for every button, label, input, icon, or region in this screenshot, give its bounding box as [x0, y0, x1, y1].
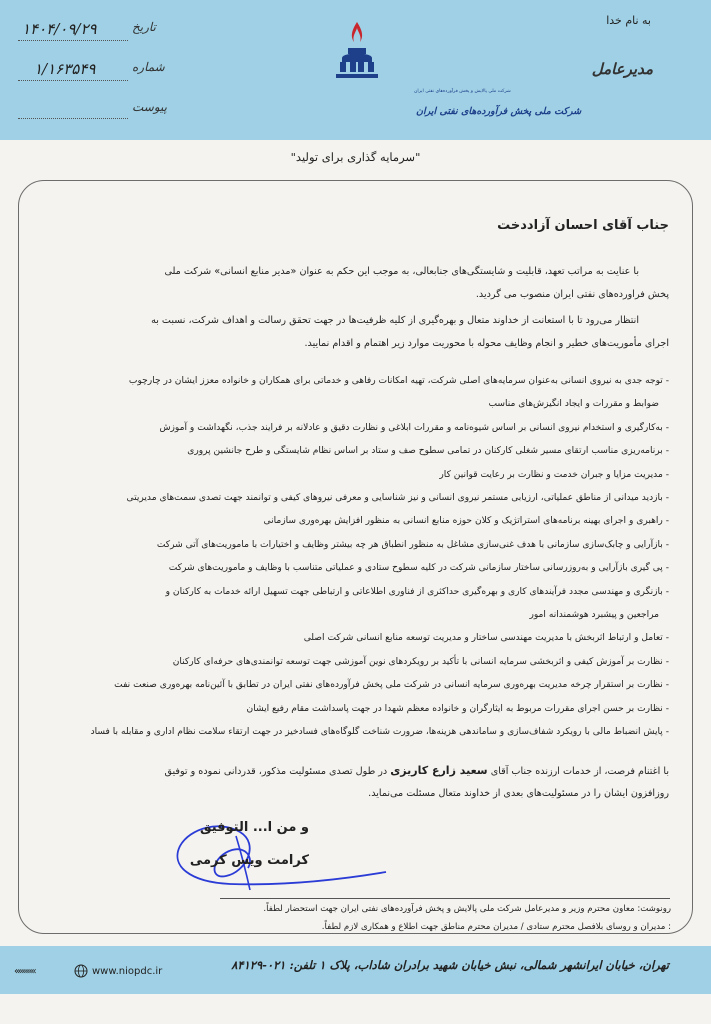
list-item: - توجه جدی به نیروی انسانی به‌عنوان سرمایه‌های اصلی شرکت، تهیه امکانات رفاهی و خدماتی برای همکاران و خانواده معزز ایشان در چارچوب [128, 376, 669, 386]
date-dotted-line [18, 40, 128, 41]
closing-line-1 [39, 760, 669, 783]
paragraph-2-line-1: انتظار می‌رود تا با استعانت از خداوند متعال و بهره‌گیری از کلیه ظرفیت‌ها در جهت تحقق رسالت و اهداف شرکت، نسبت به [151, 315, 639, 326]
list-item: مراجعین و پیشبرد هوشمندانه امور [529, 610, 659, 621]
addressee: جناب آقای احسان آزاددخت [497, 218, 669, 233]
list-item: - پایش انضباط مالی با رویکرد شفاف‌سازی و ساماندهی هزینه‌ها، ضرورت شناخت گلوگاه‌های فسادخیز در جهت ارتقاء سلامت نظام اداری و مقابله با فساد [90, 727, 669, 738]
list-item: - راهبری و اجرای بهینه برنامه‌های استراتژیک و کلان حوزه منابع انسانی به منظور افزایش بهره‌وری سازمانی [263, 516, 669, 527]
list-item: - بازآرایی و چابک‌سازی سازمانی با هدف غنی‌سازی مشاغل به منظور انطباق هر چه بیشتر وظایف و اختیارات با ماموریت‌های آتی شرکت [156, 539, 669, 550]
logo-company-name: شرکت ملی پخش فرآورده‌های نفتی ایران [416, 106, 582, 117]
logo-small-caption: شرکت ملی پالایش و پخش فرآورده‌های نفتی ایران [414, 89, 511, 94]
valediction: و من ا... التوفیق [199, 820, 309, 835]
closing-paragraph [39, 760, 669, 805]
previous-holder-name: سعید زارع کاریزی [390, 764, 488, 777]
footer-arrows: ««««« [14, 966, 35, 977]
list-item: - نظارت بر استقرار چرخه مدیریت بهره‌وری سرمایه انسانی در شرکت ملی پخش فرآورده‌های نفتی ایران در تطابق با آئین‌نامه بهره‌وری صنعت نفت [114, 680, 669, 691]
cc-line-2: : مدیران و روسای بلافصل محترم ستادی / مدیران محترم مناطق جهت اطلاع و همکاری لازم لطفاً. [321, 922, 671, 932]
list-item: - برنامه‌ریزی مناسب ارتقای مسیر شغلی کارکنان در تمامی سطوح صف و ستاد بر اساس نظام شایستگی و طرح جانشین پروری [187, 446, 669, 457]
attachment-dotted-line [18, 118, 128, 119]
number-dotted-line [18, 80, 128, 81]
niopdc-logo-icon [292, 18, 582, 130]
footer-address: تهران، خیابان ایرانشهر شمالی، نبش خیابان شهید برادران شاداب، پلاک ۱ تلفن: ۰۲۱-۸۴۱۲۹ [231, 958, 669, 972]
sender-title: مدیرعامل [591, 60, 653, 78]
closing-text-b: در طول تصدی مسئولیت مذکور، قدردانی نموده و توفیق [164, 766, 388, 777]
paragraph-1-line-2: پخش فراورده‌های نفتی ایران منصوب می گردید. [475, 289, 669, 300]
list-item: - تعامل و ارتباط اثربخش با مدیریت مهندسی ساختار و مدیریت توسعه منابع انسانی شرکت اصلی [303, 633, 669, 644]
slogan: "سرمایه گذاری برای تولید" [290, 150, 421, 164]
number-label: شماره [132, 60, 165, 74]
paragraph-2-line-2: اجرای مأموریت‌های خطیر و انجام وظایف محوله با محوریت موارد زیر اهتمام و اقدام نمایید. [304, 338, 669, 349]
signer-name: کرامت ویس کرمی [189, 853, 309, 868]
bismillah: به نام خدا [606, 14, 651, 27]
attachment-label: پیوست [132, 100, 167, 114]
paragraph-1-line-1: با عنایت به مراتب تعهد، قابلیت و شایستگی‌های جنابعالی، به موجب این حکم به عنوان «مدیر منابع انسانی» شرکت ملی [164, 266, 639, 277]
list-item: - نظارت بر حسن اجرای مقررات مربوط به ایثارگران و خانواده معظم شهدا در جهت پاسداشت مقام رفیع ایشان [246, 703, 669, 714]
list-item: - به‌کارگیری و استخدام نیروی انسانی بر اساس شیوه‌نامه و مقررات ابلاغی و نظارت دقیق و عادلانه بر فرایند جذب، نگهداشت و آموزش [159, 422, 669, 433]
cc-line-1: رونوشت: معاون محترم وزیر و مدیرعامل شرکت ملی پالایش و پخش فرآورده‌های نفتی ایران جهت استحضار لطفاً. [263, 904, 671, 914]
list-item: - پی گیری بازآرایی و به‌روزرسانی ساختار سازمانی شرکت در کلیه سطوح ستادی و عملیاتی متناسب با وظایف و ماموریت‌های شرکت [168, 563, 669, 574]
number-value: ۱/۱۶۳۵۴۹ [34, 60, 96, 78]
list-item: - بازنگری و مهندسی مجدد فرآیندهای کاری و بهره‌گیری حداکثری از فناوری اطلاعاتی و ارتباطی جهت تسهیل ارائه خدمات به کارکنان و [165, 586, 669, 597]
list-item: - مدیریت مزایا و جبران خدمت و نظارت بر رعایت قوانین کار [439, 469, 669, 480]
website-link[interactable]: www.niopdc.ir [92, 966, 163, 977]
duties-list [37, 370, 669, 745]
date-value: ۱۴۰۴/۰۹/۲۹ [22, 20, 97, 38]
list-item: - نظارت بر آموزش کیفی و اثربخشی سرمایه انسانی با تأکید بر رویکردهای نوین آموزشی جهت توسعه توانمندی‌های حرفه‌ای کارکنان [172, 656, 669, 667]
cc-divider [220, 898, 670, 899]
closing-text-a: با اغتنام فرصت، از خدمات ارزنده جناب آقای [490, 766, 669, 777]
closing-line-2: روزافزون ایشان را در مسئولیت‌های بعدی از خداوند متعال مسئلت می‌نماید. [368, 788, 669, 799]
list-item: - بازدید میدانی از مناطق عملیاتی، ارزیابی مستمر نیروی انسانی و نیز شناسایی و معرفی نیروهای کیفی و توانمند جهت تصدی سمت‌های مدیریتی [126, 493, 669, 504]
globe-icon [74, 964, 88, 978]
date-label: تاریخ [132, 20, 156, 34]
bottom-margin [0, 994, 711, 1024]
list-item: ضوابط و مقررات و ایجاد انگیزش‌های مناسب [488, 399, 659, 410]
